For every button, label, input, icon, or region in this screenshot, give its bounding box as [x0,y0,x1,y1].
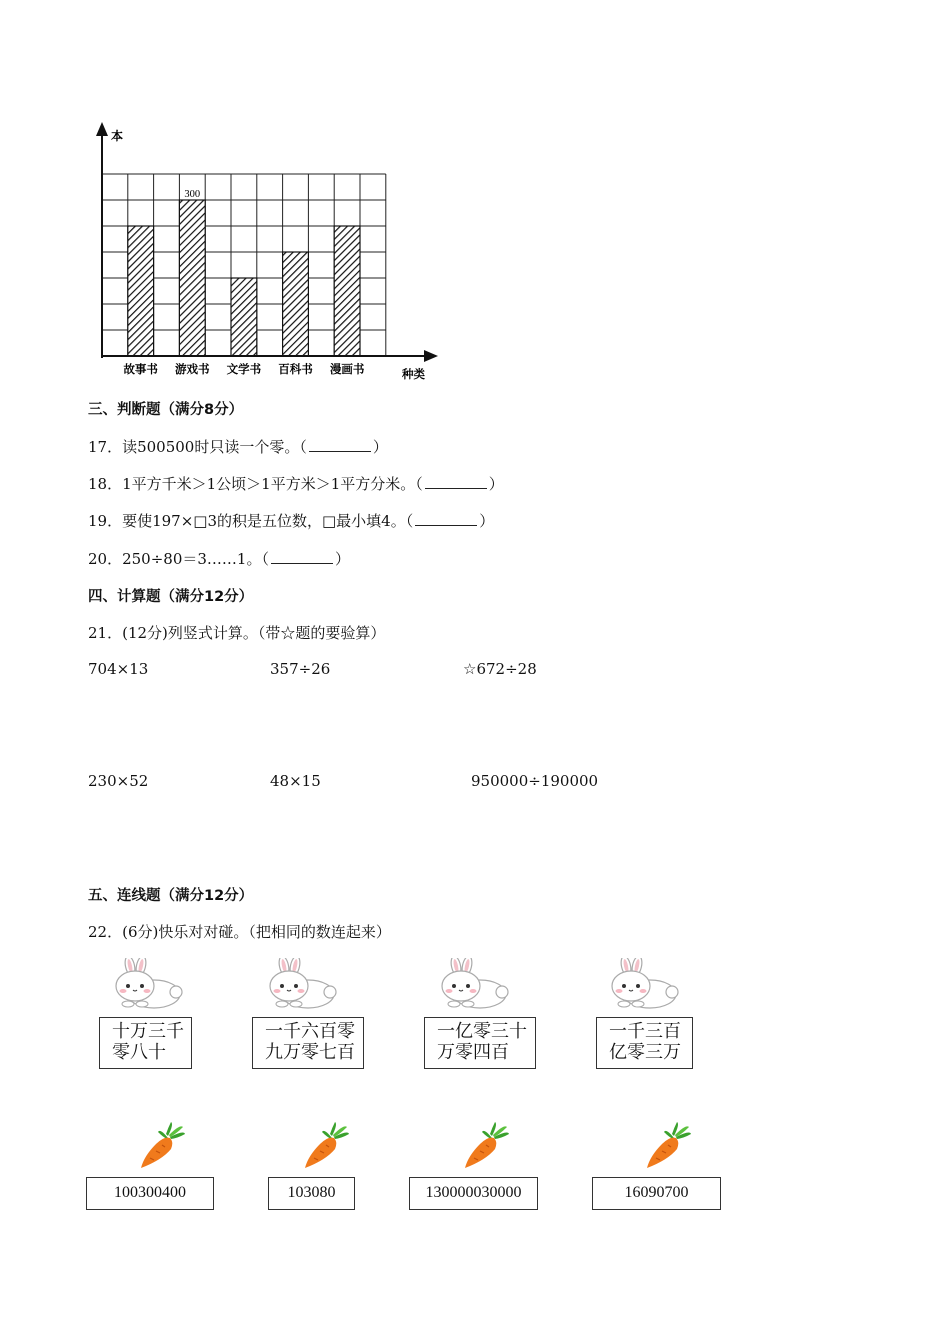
question-19 [88,510,494,531]
word-box[interactable] [424,1017,536,1069]
rabbit-icon [262,958,338,1010]
word-box[interactable] [596,1017,693,1069]
carrot-icon [462,1122,512,1170]
question-18 [88,473,504,494]
section-match-title: 五、连线题（满分12分） [88,888,254,904]
word-line: 十万三千 [112,1021,184,1042]
rabbit-icon [108,958,184,1010]
word-line: 一千六百零 [265,1021,355,1042]
question-21: 21．(12分)列竖式计算。（带☆题的要验算） [88,624,386,642]
bar-故事书 [128,226,154,356]
word-box[interactable] [99,1017,192,1069]
carrot-icon [644,1122,694,1170]
question-17 [88,436,388,457]
x-tick-label: 游戏书 [175,362,210,376]
word-line: 九万零七百 [265,1042,355,1063]
bar-文学书 [231,278,257,356]
y-axis-arrow [96,122,108,136]
answer-blank-18[interactable] [425,476,487,489]
answer-blank-20[interactable] [271,551,333,564]
x-tick-label: 百科书 [278,362,313,376]
number-box[interactable]: 130000030000 [409,1177,538,1210]
word-line: 万零四百 [437,1042,509,1063]
answer-blank-17[interactable] [309,439,371,452]
rabbit-icon [434,958,510,1010]
x-tick-label: 故事书 [123,362,158,376]
calc-item: 704×13 [88,660,149,678]
word-line: 一千三百 [609,1021,681,1042]
bar-游戏书 [179,200,205,356]
bar-漫画书 [334,226,360,356]
close-paren: ） [488,475,504,493]
close-paren: ） [372,438,388,456]
word-line: 一亿零三十 [437,1021,527,1042]
question-22: 22．(6分)快乐对对碰。（把相同的数连起来） [88,923,391,941]
question-20-text: 20．250÷80＝3……1。（ [88,550,269,568]
x-axis-label: 种类 [402,367,425,381]
section-calc-title: 四、计算题（满分12分） [88,589,254,605]
bar-百科书 [283,252,309,356]
calc-item: 48×15 [270,772,321,790]
carrot-icon [302,1122,352,1170]
word-line: 零八十 [112,1042,166,1063]
bar-data-label: 300 [184,189,201,200]
bar-chart [80,118,450,388]
rabbit-icon [604,958,680,1010]
x-tick-label: 文学书 [226,362,262,376]
question-17-text: 17．读500500时只读一个零。（ [88,438,307,456]
calc-item: 950000÷190000 [471,772,599,790]
number-box[interactable]: 100300400 [86,1177,214,1210]
close-paren: ） [479,512,495,530]
close-paren: ） [334,550,350,568]
calc-item: 357÷26 [270,660,331,678]
number-box[interactable]: 103080 [268,1177,355,1210]
question-20 [88,548,350,569]
x-tick-label: 漫画书 [329,362,365,376]
answer-blank-19[interactable] [415,513,477,526]
x-axis-arrow [424,350,438,362]
calc-item: ☆672÷28 [463,660,537,678]
question-19-text: 19．要使197×□3的积是五位数，□最小填4。（ [88,512,414,530]
calc-item: 230×52 [88,772,149,790]
section-judge-title: 三、判断题（满分8分） [88,402,244,418]
carrot-icon [138,1122,188,1170]
word-box[interactable] [252,1017,364,1069]
number-box[interactable]: 16090700 [592,1177,721,1210]
word-line: 亿零三万 [609,1042,681,1063]
bar-chart-svg [80,118,450,388]
question-18-text: 18．1平方千米＞1公顷＞1平方米＞1平方分米。（ [88,475,423,493]
y-axis-label: 本 [111,129,124,143]
